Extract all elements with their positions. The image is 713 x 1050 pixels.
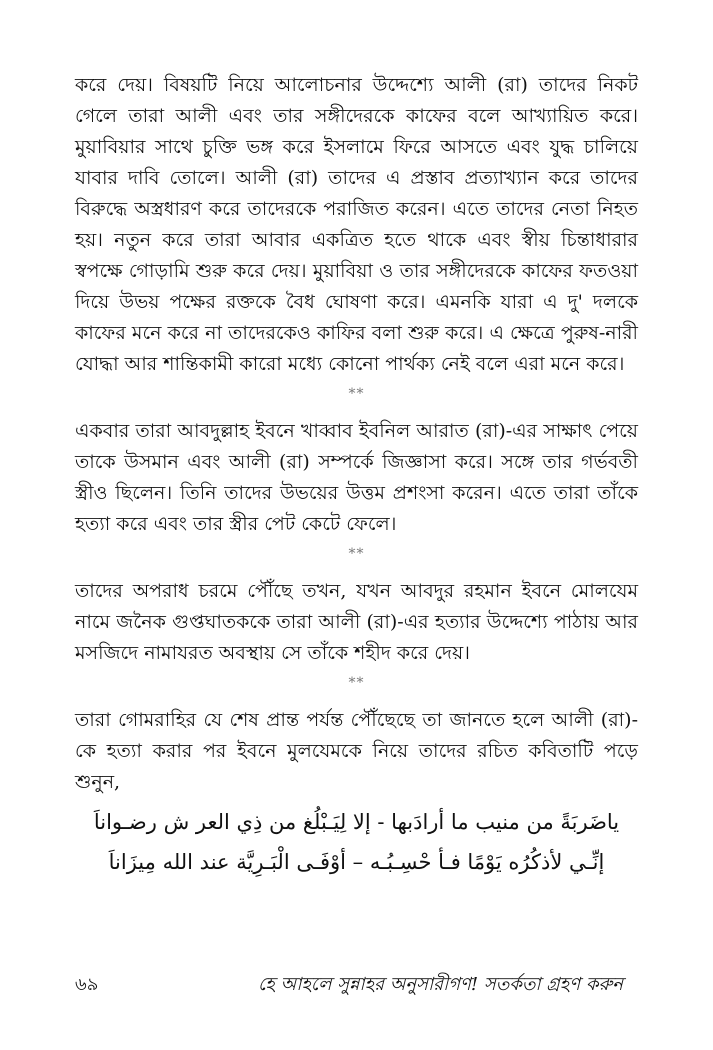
- arabic-poem: [75, 802, 638, 882]
- poem-line-1: ياضَربَةً من منيب ما أرادَبها - إلا لِيَـبْلُغ من ذِي العر ش رضـواناَ: [93, 810, 620, 834]
- section-separator-2: **: [348, 546, 365, 562]
- poem-line-2: إنِّـي لأذكُرُه يَوْمًا فـأ حْسِـبُـه – أوْفَـى الْبَـرِيَّة عند الله مِيزَاناَ: [108, 850, 605, 874]
- paragraph-4: তারা গোমরাহির যে শেষ প্রান্ত পর্যন্ত পৌঁছেছে তা জানতে হলে আলী (রা)-কে হত্যা করার পর ইবনে মুলযেমকে নিয়ে তাদের রচিত কবিতাটি পড়ে শুনুন,: [75, 709, 638, 793]
- paragraph-3: তাদের অপরাধ চরমে পৌঁছে তখন, যখন আবদুর রহমান ইবনে মোলযেম নামে জনৈক গুপ্তঘাতককে তারা আলী (রা)-এর হত্যার উদ্দেশ্যে পাঠায় আর মসজিদে নামাযরত অবস্থায় সে তাঁকে শহীদ করে দেয়।: [75, 580, 638, 664]
- page-footer: [75, 970, 623, 1001]
- running-title: হে আহলে সুন্নাহর অনুসারীগণ! সতর্কতা গ্রহণ করুন: [257, 974, 623, 995]
- paragraph-2: একবার তারা আবদুল্লাহ ইবনে খাব্বাব ইবনিল আরাত (রা)-এর সাক্ষাৎ পেয়ে তাকে উসমান এবং আলী (রা) সম্পর্কে জিজ্ঞাসা করে। সঙ্গে তার গর্ভবতী স্ত্রীও ছিলেন। তিনি তাদের উভয়ের উত্তম প্রশংসা করেন। এতে তারা তাঁকে হত্যা করে এবং তার স্ত্রীর পেট কেটে ফেলে।: [75, 420, 638, 535]
- section-separator-1: **: [348, 386, 365, 402]
- section-separator-3: **: [348, 675, 365, 691]
- page-number: ৬৯: [75, 974, 99, 995]
- paragraph-1: করে দেয়। বিষয়টি নিয়ে আলোচনার উদ্দেশ্যে আলী (রা) তাদের নিকট গেলে তারা আলী এবং তার সঙ্গীদেরকে কাফের বলে আখ্যায়িত করে। মুয়াবিয়ার সাথে চুক্তি ভঙ্গ করে ইসলামে ফিরে আসতে এবং যুদ্ধ চালিয়ে যাবার দাবি তোলে। আলী (রা) তাদের এ প্রস্তাব প্রত্যাখ্যান করে তাদের বিরুদ্ধে অস্ত্রধারণ করে তাদেরকে পরাজিত করেন। এতে তাদের নেতা নিহত হয়। নতুন করে তারা আবার একত্রিত হতে থাকে এবং স্বীয় চিন্তাধারার স্বপক্ষে গোড়ামি শুরু করে দেয়। মুয়াবিয়া ও তার সঙ্গীদেরকে কাফের ফতওয়া দিয়ে উভয় পক্ষের রক্তকে বৈধ ঘোষণা করে। এমনকি যারা এ দু' দলকে কাফের মনে করে না তাদেরকেও কাফির বলা শুরু করে। এ ক্ষেত্রে পুরুষ-নারী যোদ্ধা আর শান্তিকামী কারো মধ্যে কোনো পার্থক্য নেই বলে এরা মনে করে।: [75, 74, 638, 375]
